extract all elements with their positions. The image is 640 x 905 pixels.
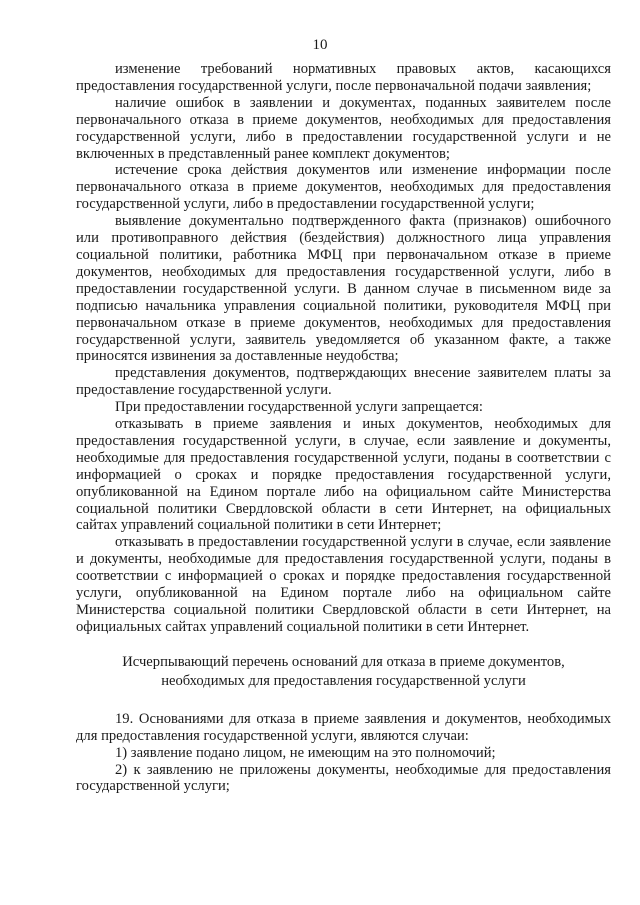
- paragraph-prohibited-refuse-reception: отказывать в приеме заявления и иных документов, необходимых для предоставления государственной услуги, в случае, если заявление и документы, необходимые для предоставления государственной услуги, поданы в соответствии с информацией о сроках и порядке предоставления государственной услуги, опубликованной на Едином портале либо на официальном сайте Министерства социальной политики Свердловской области в сети Интернет, на официальных сайтах управлений социальной политики в сети Интернет;: [76, 416, 611, 534]
- section-heading-line-1: Исчерпывающий перечень оснований для отказа в приеме документов,: [122, 653, 565, 670]
- document-body: [76, 61, 611, 795]
- section-heading: [76, 653, 611, 691]
- spacer: [76, 636, 611, 653]
- spacer: [76, 691, 611, 711]
- page-number: 10: [312, 37, 328, 53]
- paragraph-payment-documents: представления документов, подтверждающих внесение заявителем платы за предоставление государственной услуги.: [76, 365, 611, 399]
- paragraph-law-change: изменение требований нормативных правовых актов, касающихся предоставления государственной услуги, после первоначальной подачи заявления;: [76, 61, 611, 94]
- paragraph-expired-documents: истечение срока действия документов или изменение информации после первоначального отказа в приеме документов, необходимых для предоставления государственной услуги, либо в предоставлении государственной услуги;: [76, 162, 611, 213]
- paragraph-clause-19: 19. Основаниями для отказа в приеме заявления и документов, необходимых для предоставления государственной услуги, являются случаи:: [76, 710, 611, 744]
- section-heading-line-2: необходимых для предоставления государственной услуги: [161, 672, 526, 689]
- list-item-1: 1) заявление подано лицом, не имеющим на это полномочий;: [115, 744, 496, 761]
- paragraph-prohibited-intro: При предоставлении государственной услуги запрещается:: [115, 399, 483, 416]
- paragraph-errors-in-documents: наличие ошибок в заявлении и документах, поданных заявителем после первоначального отказа в приеме документов, необходимых для предоставления государственной услуги, либо в предоставлении государственной услуги и не включенных в представленный ранее комплект документов;: [76, 94, 611, 162]
- paragraph-prohibited-refuse-service: отказывать в предоставлении государственной услуги в случае, если заявление и документы, необходимые для предоставления государственной услуги, поданы в соответствии с информацией о сроках и порядке предоставления государственной услуги, опубликованной на Едином портале либо на официальном сайте Министерства социальной политики Свердловской области в сети Интернет, на официальных сайтах управлений социальной политики в сети Интернет.: [76, 534, 611, 635]
- paragraph-official-error: выявление документально подтвержденного факта (признаков) ошибочного или противоправного действия (бездействия) должностного лица управления социальной политики, работника МФЦ при первоначальном отказе в приеме документов, необходимых для предоставления государственной услуги, либо в предоставлении государственной услуги. В данном случае в письменном виде за подписью начальника управления социальной политики, руководителя МФЦ при первоначальном отказе в приеме документов, необходимых для предоставления государственной услуги, заявитель уведомляется об указанном факте, а также приносятся извинения за доставленные неудобства;: [76, 213, 611, 365]
- list-item-2: 2) к заявлению не приложены документы, необходимые для предоставления государственной услуги;: [76, 761, 611, 795]
